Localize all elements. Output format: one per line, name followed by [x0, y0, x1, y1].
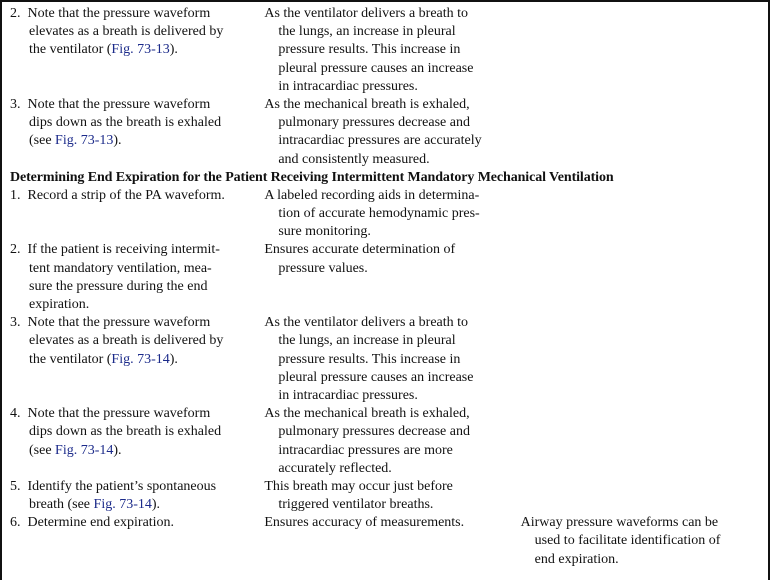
action-line — [10, 405, 264, 423]
action-line — [10, 351, 264, 369]
note-cell — [521, 405, 760, 478]
action-text: Determine end expiration. — [27, 515, 175, 531]
rationale-cell — [264, 187, 520, 242]
action-line — [10, 132, 264, 150]
rationale-line: intracardiac pressures are more — [278, 442, 453, 458]
figure-link[interactable]: Fig. 73-14 — [55, 442, 114, 458]
action-text: Record a strip of the PA waveform. — [27, 187, 225, 203]
action-text: tent mandatory ventilation, mea- — [29, 260, 212, 276]
action-line — [10, 314, 264, 332]
action-line — [10, 114, 264, 132]
action-line — [10, 23, 264, 41]
rationale-line: accurately reflected. — [278, 460, 392, 476]
note-line: end expiration. — [534, 551, 619, 567]
action-text: ). — [113, 133, 122, 149]
action-line — [10, 296, 264, 314]
rationale-cell — [264, 241, 520, 314]
rationale-line: pressure values. — [278, 260, 368, 276]
step-number: 4. — [10, 406, 21, 422]
note-cell — [521, 96, 760, 169]
action-text: ). — [169, 42, 178, 58]
rationale-line: This breath may occur just before — [264, 478, 453, 494]
action-line — [10, 241, 264, 259]
note-cell — [521, 5, 760, 96]
rationale-line: the lungs, an increase in pleural — [278, 333, 456, 349]
figure-link[interactable]: Fig. 73-14 — [111, 351, 170, 367]
table-row — [10, 314, 760, 405]
rationale-cell — [264, 96, 520, 169]
action-text: sure the pressure during the end — [29, 278, 208, 294]
action-text: elevates as a breath is delivered by — [29, 333, 224, 349]
action-text: (see — [29, 133, 56, 149]
rationale-line: in intracardiac pressures. — [278, 387, 418, 403]
table-row — [10, 5, 760, 96]
step-number: 3. — [10, 96, 21, 112]
action-line — [10, 496, 264, 514]
action-text: ). — [151, 497, 161, 513]
action-line — [10, 478, 264, 496]
rationale-line: sure monitoring. — [278, 224, 371, 240]
action-text: expiration. — [29, 297, 90, 312]
rationale-line: intracardiac pressures are accurately — [278, 133, 482, 149]
note-cell — [521, 187, 760, 242]
note-cell — [521, 478, 760, 514]
action-text: the ventilator ( — [29, 42, 112, 58]
table-row — [10, 241, 760, 314]
rationale-line: and consistently measured. — [278, 151, 430, 167]
rationale-cell — [264, 514, 520, 569]
action-line — [10, 96, 264, 114]
note-cell — [521, 514, 760, 569]
rationale-line: Ensures accuracy of measurements. — [264, 515, 465, 531]
step-number: 2. — [10, 242, 21, 258]
action-text: (see — [29, 442, 56, 458]
figure-link[interactable]: Fig. 73-13 — [111, 42, 170, 58]
action-cell — [10, 314, 264, 405]
table-row — [10, 478, 760, 514]
section-heading: Determining End Expiration for the Patient Receiving Intermittent Mandatory Mechanical Ventilation — [10, 169, 614, 185]
rationale-line: pleural pressure causes an increase — [278, 369, 474, 385]
rationale-cell — [264, 314, 520, 405]
figure-link[interactable]: Fig. 73-13 — [55, 133, 114, 149]
procedure-table — [10, 5, 760, 569]
table-row — [10, 187, 760, 242]
action-text: breath (see — [29, 497, 94, 513]
action-line — [10, 260, 264, 278]
action-line — [10, 5, 264, 23]
step-number: 6. — [10, 515, 21, 531]
action-line — [10, 442, 264, 460]
step-number: 5. — [10, 478, 21, 494]
note-line: Airway pressure waveforms can be — [520, 515, 719, 531]
table-row — [10, 514, 760, 569]
table-row — [10, 96, 760, 169]
action-text: Note that the pressure waveform — [27, 315, 211, 331]
rationale-cell — [264, 5, 520, 96]
action-text: dips down as the breath is exhaled — [29, 424, 222, 440]
action-text: If the patient is receiving intermit- — [27, 242, 220, 258]
step-number: 3. — [10, 315, 21, 331]
figure-link[interactable]: Fig. 73-14 — [93, 497, 152, 513]
rationale-line: As the mechanical breath is exhaled, — [264, 406, 470, 422]
action-line — [10, 41, 264, 59]
rationale-line: pulmonary pressures decrease and — [278, 424, 470, 440]
action-text: ). — [113, 442, 122, 458]
action-cell — [10, 514, 264, 569]
note-cell — [521, 241, 760, 314]
action-text: Note that the pressure waveform — [27, 96, 211, 112]
rationale-line: triggered ventilator breaths. — [278, 497, 434, 513]
action-line — [10, 187, 264, 205]
action-cell — [10, 5, 264, 96]
action-line — [10, 278, 264, 296]
table-row — [10, 405, 760, 478]
rationale-line: tion of accurate hemodynamic pres- — [278, 206, 480, 222]
note-line: used to facilitate identification of — [534, 533, 721, 549]
action-line — [10, 332, 264, 350]
rationale-line: A labeled recording aids in determina- — [264, 187, 480, 203]
rationale-line: in intracardiac pressures. — [278, 78, 418, 94]
action-text: ). — [169, 351, 178, 367]
action-text: elevates as a breath is delivered by — [29, 24, 224, 40]
action-cell — [10, 187, 264, 242]
rationale-line: As the ventilator delivers a breath to — [264, 6, 469, 21]
rationale-line: As the mechanical breath is exhaled, — [264, 96, 470, 112]
action-cell — [10, 241, 264, 314]
action-text: the ventilator ( — [29, 351, 112, 367]
action-line — [10, 423, 264, 441]
action-line — [10, 514, 264, 532]
action-cell — [10, 478, 264, 514]
rationale-cell — [264, 405, 520, 478]
action-text: Note that the pressure waveform — [27, 6, 211, 21]
action-cell — [10, 96, 264, 169]
rationale-line: pressure results. This increase in — [278, 42, 461, 58]
note-cell — [521, 314, 760, 405]
rationale-line: the lungs, an increase in pleural — [278, 24, 456, 40]
action-text: Identify the patient’s spontaneous — [27, 478, 217, 494]
action-text: dips down as the breath is exhaled — [29, 115, 222, 131]
rationale-line: pulmonary pressures decrease and — [278, 115, 470, 131]
step-number: 1. — [10, 187, 21, 203]
action-text: Note that the pressure waveform — [27, 406, 211, 422]
rationale-line: As the ventilator delivers a breath to — [264, 315, 469, 331]
rationale-line: pressure results. This increase in — [278, 351, 461, 367]
rationale-cell — [264, 478, 520, 514]
rationale-line: pleural pressure causes an increase — [278, 60, 474, 76]
step-number: 2. — [10, 6, 21, 21]
action-cell — [10, 405, 264, 478]
rationale-line: Ensures accurate determination of — [264, 242, 456, 258]
